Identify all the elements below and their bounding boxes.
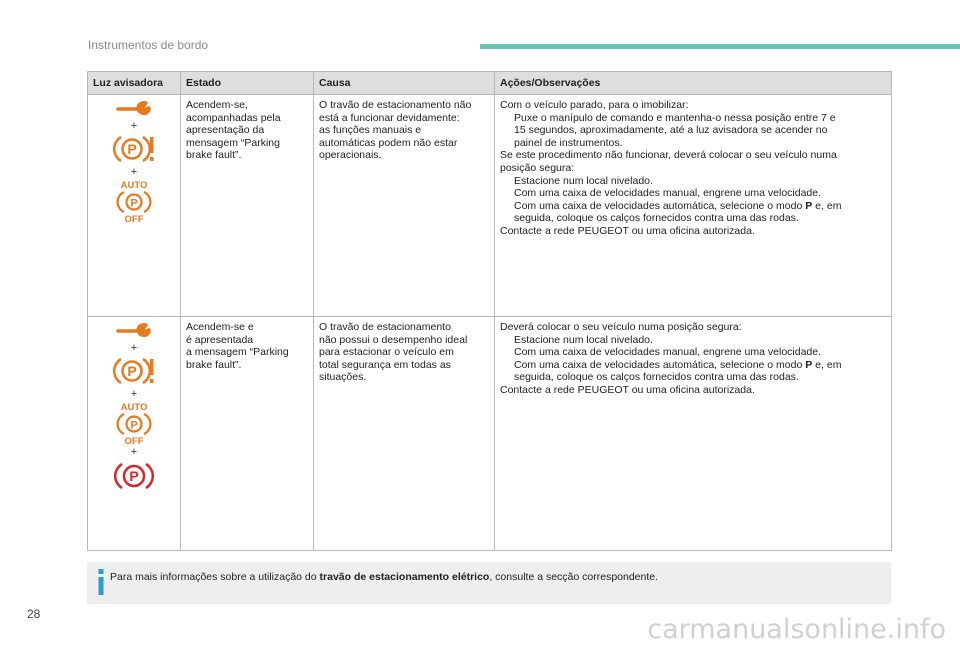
column-header-causa: Causa (314, 72, 495, 95)
estado-line: mensagem “Parking (186, 136, 280, 149)
info-note-text: Para mais informações sobre a utilização do travão de estacionamento elétrico, consulte a secção correspondente. (110, 571, 659, 583)
acoes-line: Se este procedimento não funcionar, deverá colocar o seu veículo numa (500, 149, 837, 162)
arrow-bullet-icon (500, 334, 514, 347)
plus-sign: + (130, 120, 138, 132)
warning-icons-cell (88, 317, 181, 551)
estado-line: a mensagem “Parking (186, 346, 289, 359)
mode-letter: P (805, 199, 813, 212)
column-header-acoes: Ações/Observações (495, 72, 892, 95)
bullet-item (500, 359, 886, 384)
table-row (88, 317, 892, 551)
info-note (87, 562, 891, 604)
plus-sign: + (130, 446, 138, 458)
causa-line: O travão de estacionamento (319, 321, 451, 333)
estado-line: acompanhadas pela (186, 111, 281, 124)
estado-line: é apresentada (186, 333, 254, 346)
causa-line: para estacionar o veículo em (319, 346, 454, 359)
svg-text:P: P (127, 141, 137, 157)
estado-line: brake fault”. (186, 149, 242, 162)
svg-text:P: P (127, 363, 137, 379)
causa-line: automáticas podem não estar (319, 136, 458, 149)
arrow-bullet-icon (500, 346, 514, 359)
causa-line: situações. (319, 371, 367, 384)
causa-cell (314, 317, 495, 551)
svg-text:AUTO: AUTO (120, 180, 148, 191)
svg-text:OFF: OFF (124, 214, 144, 223)
causa-cell (314, 95, 495, 317)
info-note-bold-term: travão de estacionamento elétrico (319, 571, 490, 583)
estado-cell (181, 95, 314, 317)
svg-text:OFF: OFF (124, 436, 144, 445)
parking-brake-fault-icon (112, 355, 156, 387)
estado-line: Acendem-se e (186, 321, 254, 333)
causa-line: as funções manuais e (319, 124, 422, 137)
causa-line: operacionais. (319, 149, 382, 162)
header-accent-bar (480, 44, 960, 49)
wrench-icon (114, 99, 154, 119)
causa-line: total segurança em todas as (319, 358, 451, 371)
bullet-text: Puxe o manípulo de comando e mantenha-o nessa posição entre 7 e (514, 111, 836, 124)
bullet-text: 15 segundos, aproximadamente, até a luz avisadora se acender no (514, 124, 828, 137)
acoes-line: Com o veículo parado, para o imobilizar: (500, 99, 689, 111)
plus-sign: + (130, 342, 138, 354)
acoes-cell (495, 95, 892, 317)
bullet-item (500, 334, 886, 347)
arrow-bullet-icon (500, 359, 514, 384)
acoes-line: Contacte a rede PEUGEOT ou uma oficina autorizada. (500, 224, 755, 237)
acoes-line: posição segura: (500, 161, 575, 174)
bullet-text: Estacione num local nivelado. (514, 174, 653, 187)
acoes-line: Contacte a rede PEUGEOT ou uma oficina autorizada. (500, 383, 755, 396)
parking-brake-icon (112, 459, 156, 493)
svg-text:P: P (130, 419, 138, 432)
page-number: 28 (27, 607, 41, 621)
causa-line: O travão de estacionamento não (319, 99, 472, 111)
estado-line: apresentação da (186, 124, 265, 137)
auto-parking-off-icon (114, 401, 154, 445)
bullet-text: Com uma caixa de velocidades manual, engrene uma velocidade. (514, 187, 822, 200)
bullet-text: Com uma caixa de velocidades manual, engrene uma velocidade. (514, 346, 822, 359)
bullet-item (500, 200, 886, 225)
bullet-item (500, 175, 886, 188)
bullet-text: Com uma caixa de velocidades automática, selecione o modo P e, em (514, 358, 842, 371)
svg-text:AUTO: AUTO (120, 402, 148, 413)
bullet-text: Estacione num local nivelado. (514, 333, 653, 346)
estado-cell (181, 317, 314, 551)
page-section-title: Instrumentos de bordo (88, 38, 209, 52)
arrow-bullet-icon (500, 200, 514, 225)
causa-line: não possui o desempenho ideal (319, 333, 468, 346)
arrow-bullet-icon (500, 175, 514, 188)
bullet-item (500, 346, 886, 359)
estado-line: Acendem-se, (186, 99, 248, 111)
causa-line: está a funcionar devidamente: (319, 111, 460, 124)
table-header-row (88, 72, 892, 95)
plus-sign: + (130, 388, 138, 400)
acoes-line: Deverá colocar o seu veículo numa posição segura: (500, 321, 742, 333)
arrow-bullet-icon (500, 187, 514, 200)
table-row (88, 95, 892, 317)
mode-letter: P (805, 358, 813, 371)
bullet-item (500, 187, 886, 200)
info-icon (97, 569, 105, 595)
auto-parking-off-icon (114, 179, 154, 223)
warning-icons-cell (88, 95, 181, 317)
bullet-text: painel de instrumentos. (514, 136, 623, 149)
column-header-estado: Estado (181, 72, 314, 95)
bullet-item (500, 112, 886, 150)
acoes-cell (495, 317, 892, 551)
plus-sign: + (130, 166, 138, 178)
watermark: carmanualsonline.info (647, 614, 946, 645)
svg-text:P: P (130, 197, 138, 210)
parking-brake-fault-icon (112, 133, 156, 165)
bullet-text: seguida, coloque os calços fornecidos contra uma das rodas. (514, 212, 799, 225)
estado-line: brake fault”. (186, 358, 242, 371)
arrow-bullet-icon (500, 112, 514, 150)
svg-text:P: P (129, 468, 139, 484)
warning-lights-table (87, 71, 892, 551)
column-header-luz: Luz avisadora (88, 72, 181, 95)
bullet-text: Com uma caixa de velocidades automática, selecione o modo P e, em (514, 199, 842, 212)
bullet-text: seguida, coloque os calços fornecidos contra uma das rodas. (514, 371, 799, 384)
wrench-icon (114, 321, 154, 341)
